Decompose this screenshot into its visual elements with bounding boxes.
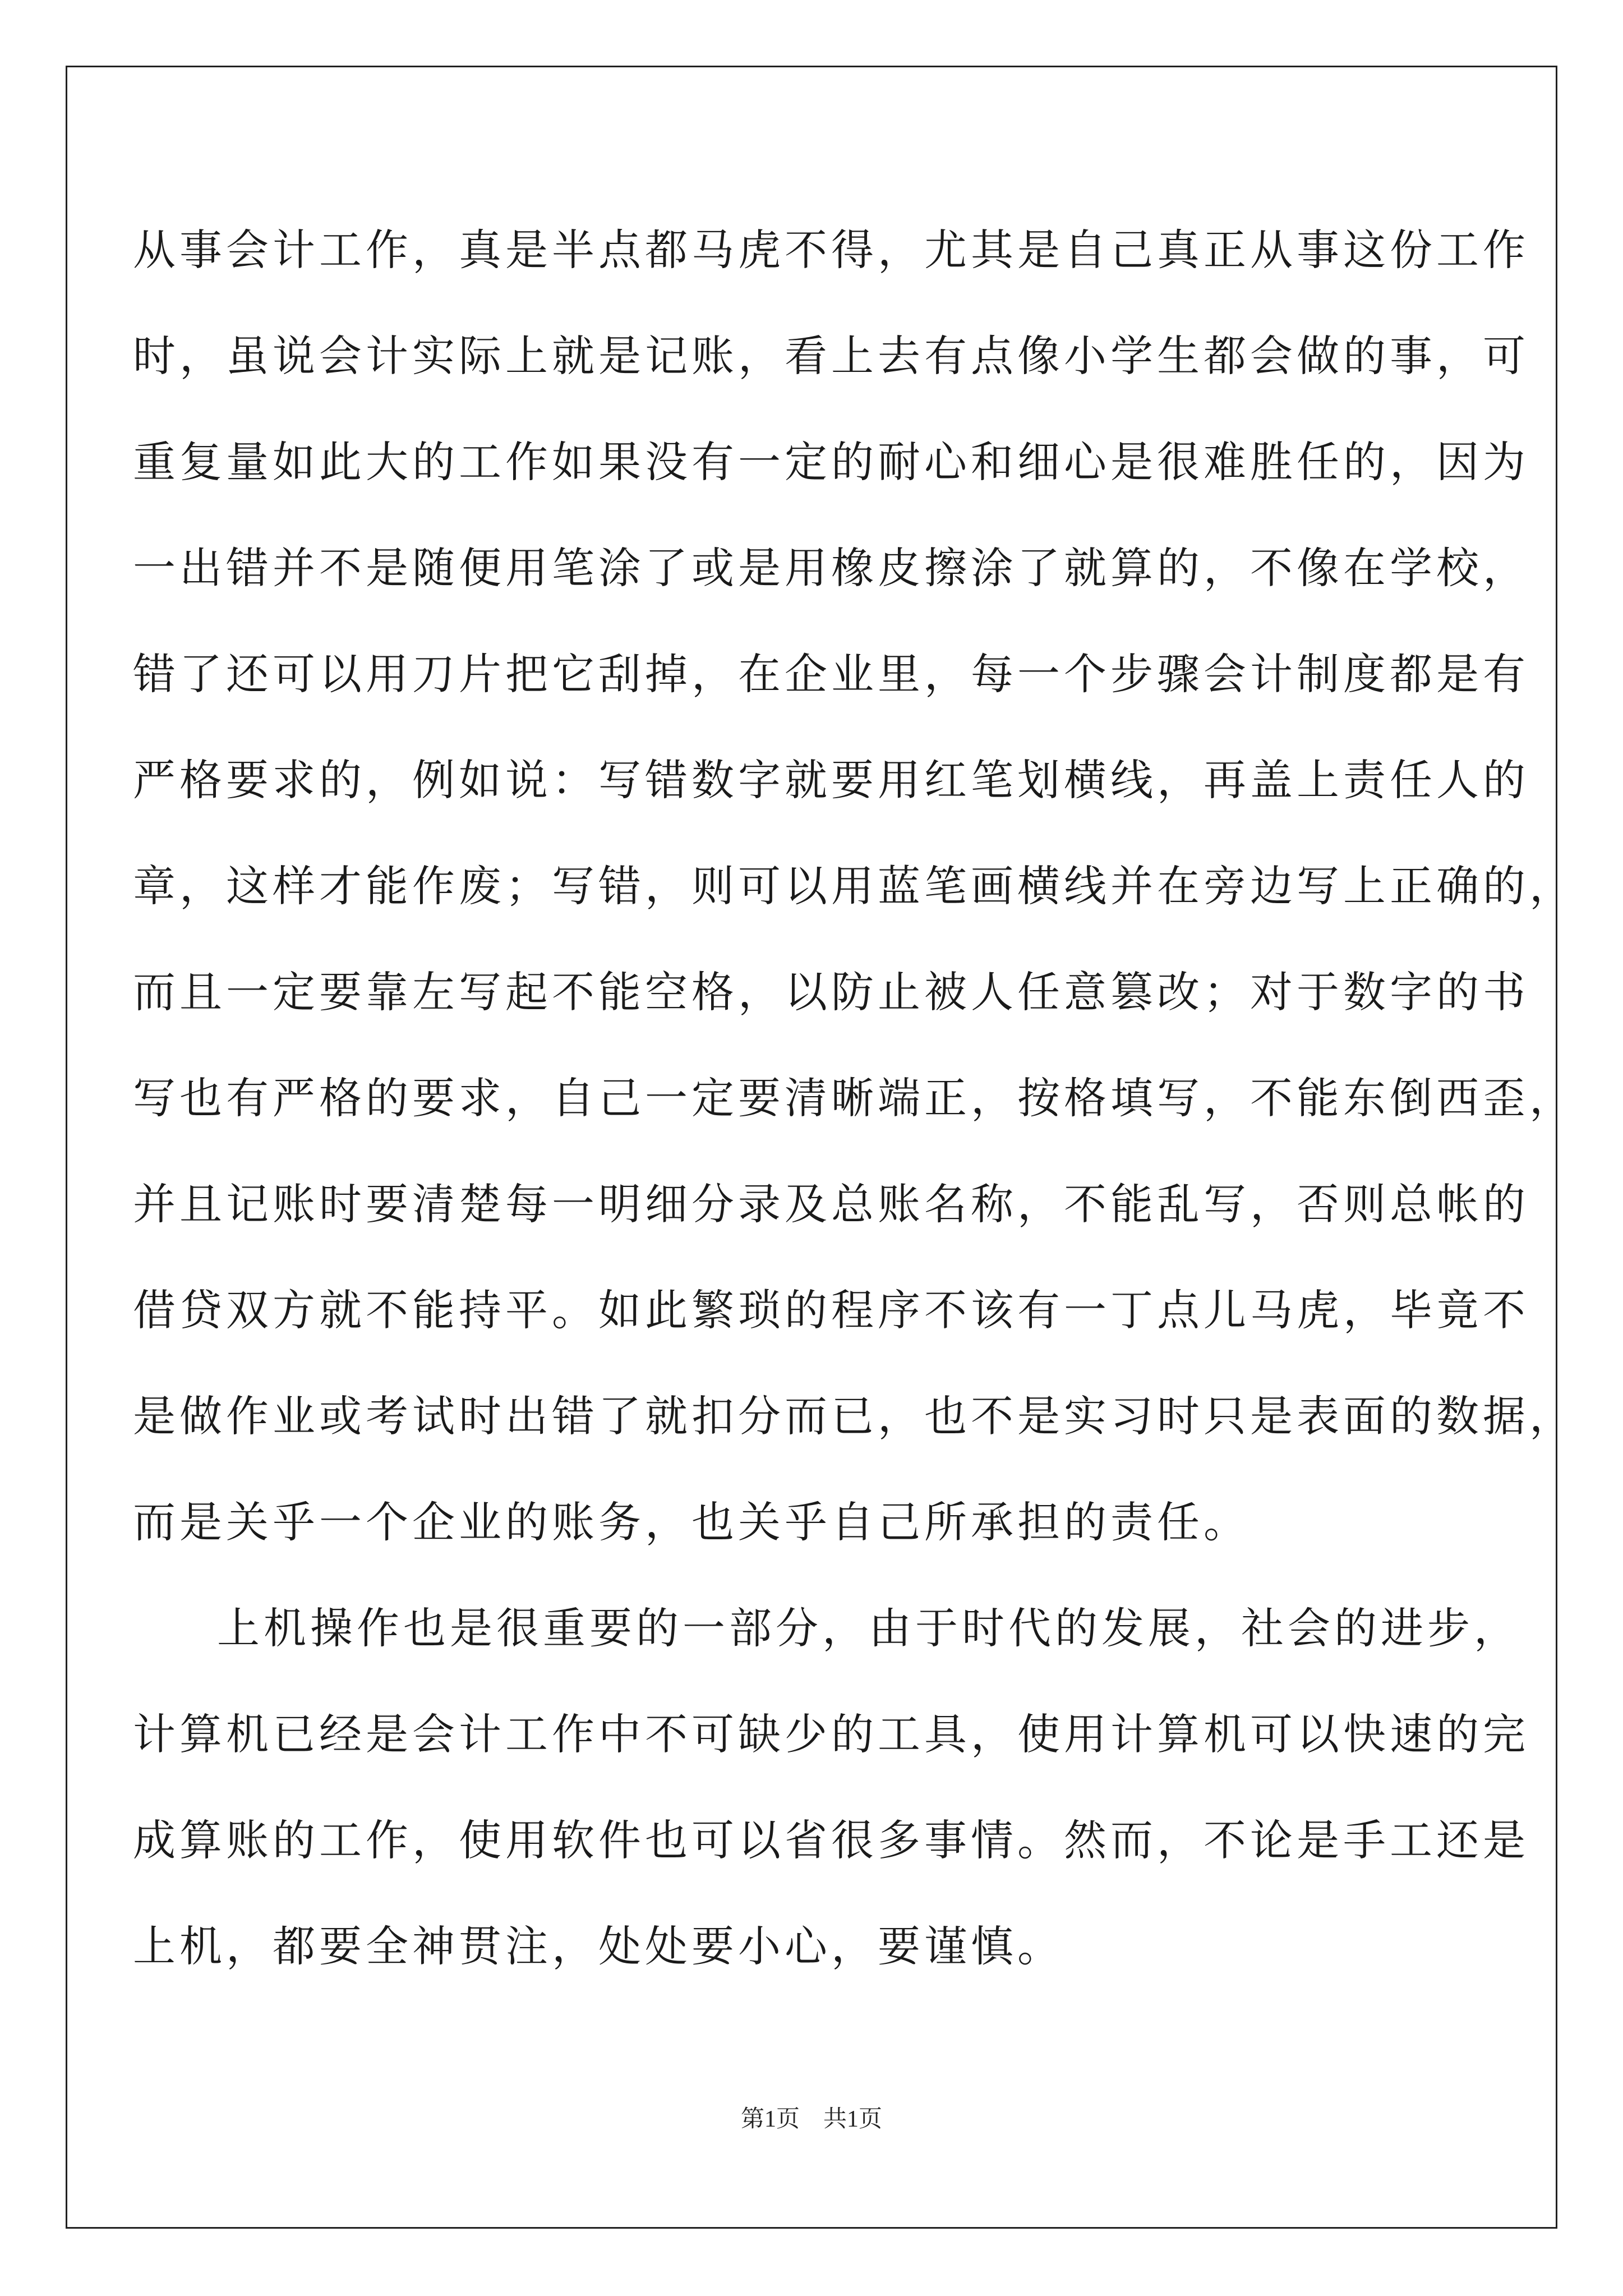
text-line: 借贷双方就不能持平。如此繁琐的程序不该有一丁点儿马虎，毕竟不 — [133, 1285, 1529, 1335]
page-border — [66, 66, 1557, 2229]
text-line: 而是关乎一个企业的账务，也关乎自己所承担的责任。 — [133, 1497, 1250, 1547]
text-line: 是做作业或考试时出错了就扣分而已，也不是实习时只是表面的数据， — [133, 1391, 1576, 1441]
text-line: 写也有严格的要求，自己一定要清晰端正，按格填写，不能东倒西歪， — [133, 1073, 1576, 1123]
text-line: 并且记账时要清楚每一明细分录及总账名称，不能乱写，否则总帐的 — [133, 1179, 1529, 1229]
text-line: 错了还可以用刀片把它刮掉，在企业里，每一个步骤会计制度都是有 — [133, 649, 1529, 699]
text-line: 时，虽说会计实际上就是记账，看上去有点像小学生都会做的事，可 — [133, 331, 1529, 381]
text-line: 计算机已经是会计工作中不可缺少的工具，使用计算机可以快速的完 — [133, 1709, 1529, 1759]
text-line: 而且一定要靠左写起不能空格，以防止被人任意篡改；对于数字的书 — [133, 967, 1529, 1017]
text-line: 上机操作也是很重要的一部分，由于时代的发展，社会的进步， — [217, 1603, 1520, 1653]
text-line: 严格要求的，例如说：写错数字就要用红笔划横线，再盖上责任人的 — [133, 755, 1529, 805]
text-line: 从事会计工作，真是半点都马虎不得，尤其是自己真正从事这份工作 — [133, 225, 1529, 275]
text-line: 一出错并不是随便用笔涂了或是用橡皮擦涂了就算的，不像在学校， — [133, 543, 1529, 593]
page-number: 第1页 共1页 — [740, 2106, 882, 2132]
text-line: 上机，都要全神贯注，处处要小心，要谨慎。 — [133, 1921, 1064, 1971]
text-line: 章，这样才能作废；写错，则可以用蓝笔画横线并在旁边写上正确的， — [133, 861, 1576, 911]
text-line: 成算账的工作，使用软件也可以省很多事情。然而，不论是手工还是 — [133, 1815, 1529, 1865]
text-line: 重复量如此大的工作如果没有一定的耐心和细心是很难胜任的，因为 — [133, 437, 1529, 487]
